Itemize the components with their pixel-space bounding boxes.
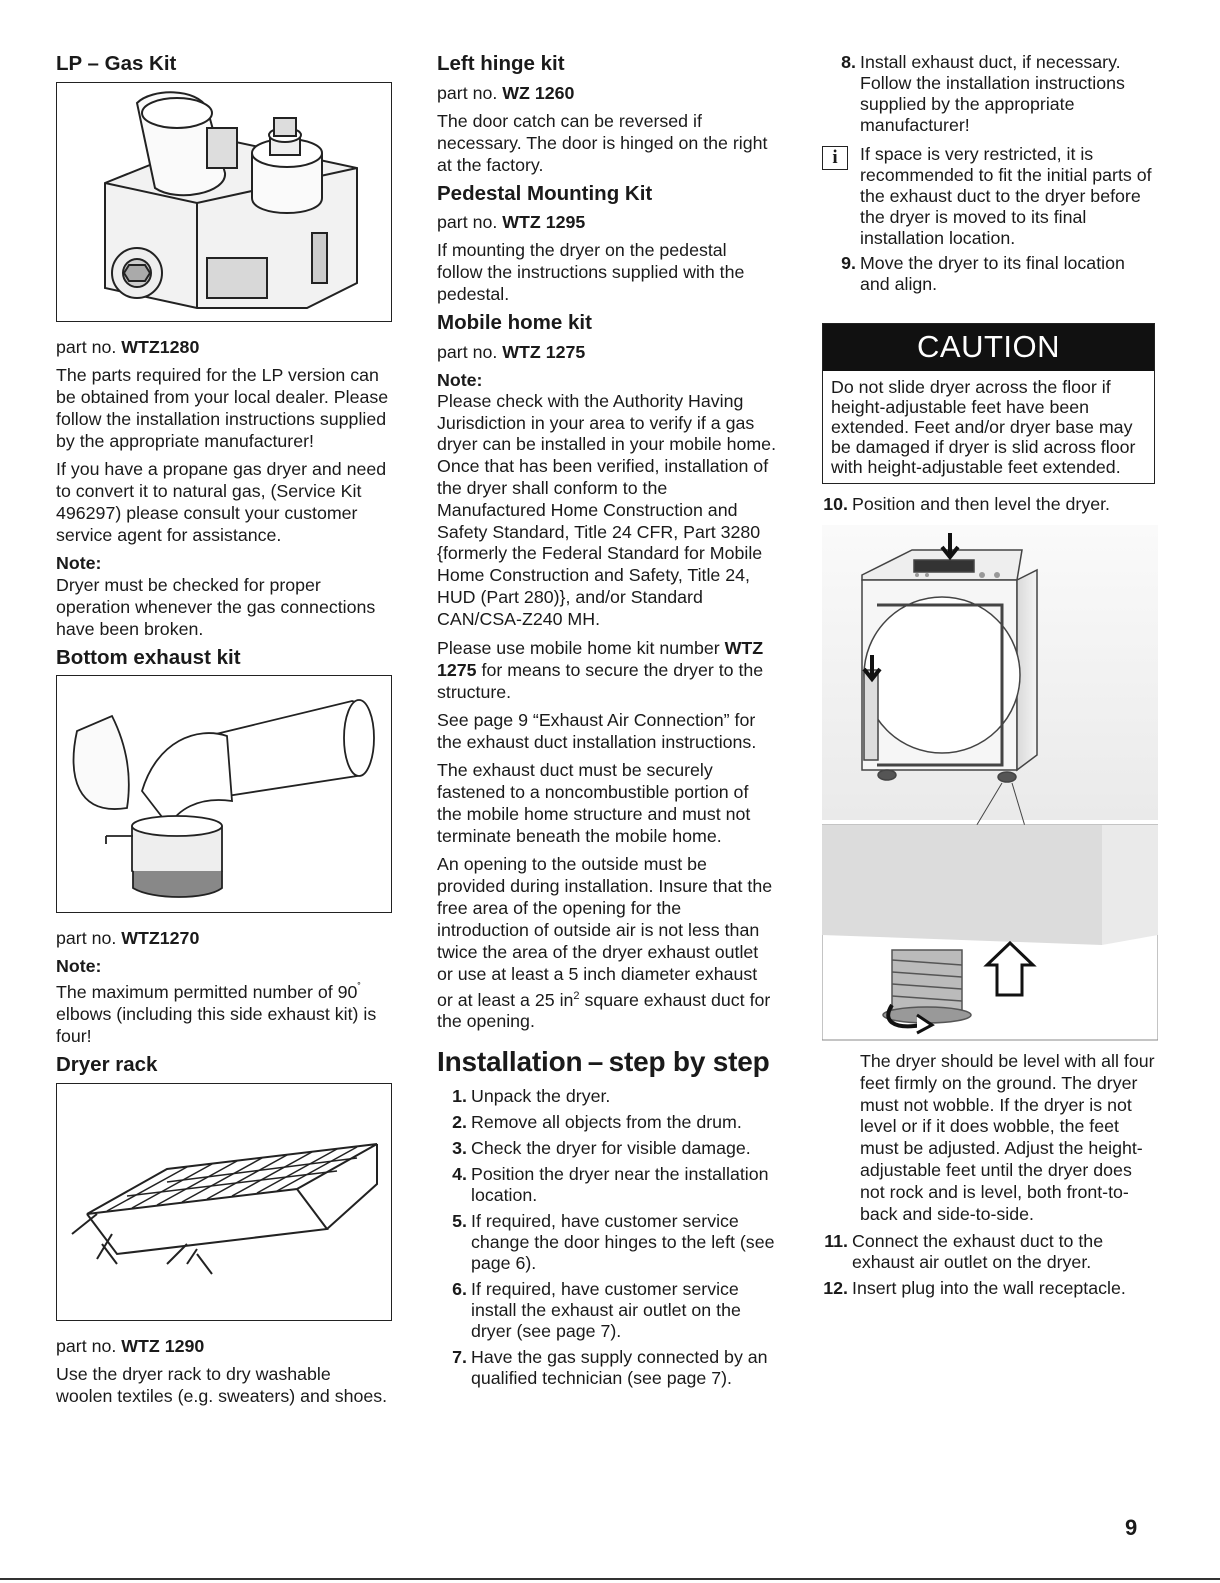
step-item — [433, 1164, 777, 1206]
bottom-exhaust-illustration — [56, 675, 392, 913]
part-prefix: part no. — [56, 336, 117, 357]
column-right — [822, 52, 1155, 1304]
dryer-rack-illustration — [56, 1083, 392, 1321]
step-text: If required, have customer service change the door hinges to the left (see page 6). — [471, 1211, 775, 1274]
bottom-part-number — [56, 927, 392, 949]
step-number: 12. — [823, 1278, 848, 1299]
part-prefix: part no. — [437, 212, 498, 233]
lp-gas-kit-heading: LP – Gas Kit — [56, 52, 177, 75]
bottom-rule — [0, 1578, 1220, 1580]
pedestal-heading: Pedestal Mounting Kit — [437, 181, 653, 205]
step-text: Check the dryer for visible damage. — [471, 1138, 751, 1159]
part-code: WTZ 1295 — [502, 212, 586, 233]
hinge-part-number — [437, 82, 777, 104]
pedestal-part-number — [437, 211, 777, 233]
rack-part-number — [56, 1335, 392, 1357]
part-code: WTZ1280 — [121, 336, 200, 357]
lp-note-text: Dryer must be checked for proper operation whenever the gas connections have been broken. — [56, 574, 376, 639]
part-prefix: part no. — [56, 1335, 117, 1356]
column-left — [56, 52, 392, 1413]
bottom-note-text — [56, 977, 392, 1047]
column-middle — [437, 52, 777, 1394]
level-paragraph: The dryer should be level with all four feet firmly on the ground. The dryer must not wobble. If the dryer is not level or if it does wobble, the feet must be adjusted. Adjust the height-adjustable feet until the dryer does not rock and is level, both front-to-back and side-to-side. — [860, 1051, 1155, 1224]
dryer-leveling-illustration — [822, 525, 1158, 1045]
rack-drawing — [57, 1084, 391, 1320]
step-item — [814, 494, 1155, 515]
step-text: Connect the exhaust duct to the exhaust air outlet on the dryer. — [852, 1231, 1104, 1273]
bottom-note-title: Note: — [56, 956, 102, 977]
step-item — [433, 1347, 777, 1389]
step-text: Position and then level the dryer. — [852, 494, 1110, 514]
lp-paragraph-1: The parts required for the LP version can be obtained from your local dealer. Please follow the installation instructions supplied by the appropriate manufacturer! — [56, 364, 389, 451]
text-part: Please use mobile home kit number — [437, 637, 725, 658]
mobile-paragraph-2 — [437, 637, 777, 703]
step-number: 10. — [823, 494, 848, 514]
step-number: 7. — [452, 1347, 467, 1368]
step-item — [433, 1086, 777, 1107]
lp-part-number — [56, 336, 392, 358]
mobile-home-heading: Mobile home kit — [437, 311, 592, 335]
step-text: Have the gas supply connected by an qualified technician (see page 7). — [471, 1347, 768, 1389]
mobile-paragraph-4: The exhaust duct must be securely fastened to a noncombustible portion of the mobile home structure and must not terminate beneath the mobile home. — [437, 759, 751, 846]
installation-steps — [437, 1086, 777, 1389]
text-part: for means to secure the dryer to the structure. — [437, 659, 764, 702]
superscript: 2 — [573, 989, 580, 1002]
step-item — [822, 253, 1155, 295]
step-number: 11. — [824, 1231, 848, 1252]
step-number: 5. — [452, 1211, 467, 1232]
step-item — [433, 1211, 777, 1274]
part-prefix: part no. — [437, 341, 498, 362]
step-item — [433, 1279, 777, 1342]
note-part-a: The maximum permitted number of 90 — [56, 982, 358, 1003]
note-part-b: elbows (including this side exhaust kit) is four! — [56, 1004, 377, 1047]
mobile-note-text: Please check with the Authority Having Jurisdiction in your area to verify if a gas dryer can be installed in your mobile home. Once that has been verified, installation of the dryer shall conform to the Manufactured Home Construction and Safety Standard, Title 24 CFR, Part 3280 {formerly the Federal Standard for Mobile Home Construction and Safety, Title 24, HUD (Part 280)}, and/or Standard CAN/CSA-Z240 MH. — [437, 390, 777, 629]
info-text: If space is very restricted, it is recommended to fit the initial parts of the exhaust duct to the dryer before the dryer is moved to its final installation location. — [860, 144, 1152, 248]
step-text: Move the dryer to its final location and align. — [860, 253, 1125, 294]
step-text: Insert plug into the wall receptacle. — [852, 1278, 1126, 1299]
step-number: 2. — [452, 1112, 467, 1133]
dryer-rack-heading: Dryer rack — [56, 1053, 158, 1077]
steps-continued — [822, 494, 1155, 515]
step-text: Unpack the dryer. — [471, 1086, 611, 1107]
text-part: square exhaust duct for the opening. — [437, 989, 771, 1032]
bottom-exhaust-heading: Bottom exhaust kit — [56, 645, 241, 669]
degree-sign: ˚ — [357, 982, 362, 995]
step-item — [822, 52, 1155, 136]
step-item — [814, 1231, 1155, 1273]
text-part: An opening to the outside must be provided during installation. Insure that the free area of the opening for the introduction of outside air is not less than twice the area of the dryer exhaust outlet or use at least a 5 inch diameter exhaust or at least a 25 in — [437, 853, 773, 1010]
gas-valve-drawing — [57, 83, 391, 321]
kit-number: WTZ 1275 — [437, 637, 764, 680]
step-text: If required, have customer service install the exhaust air outlet on the dryer (see page 7). — [471, 1279, 741, 1342]
info-icon: i — [822, 146, 848, 170]
dryer-feet-drawing — [822, 525, 1158, 1045]
steps-continued — [822, 52, 1155, 136]
step-number: 3. — [452, 1138, 467, 1159]
mobile-part-number — [437, 341, 777, 363]
step-item — [433, 1138, 777, 1159]
steps-continued — [822, 1231, 1155, 1299]
part-code: WTZ 1290 — [121, 1335, 205, 1356]
info-note — [822, 144, 1155, 249]
mobile-paragraph-3: See page 9 “Exhaust Air Connection” for the exhaust duct installation instructions. — [437, 709, 757, 752]
part-code: WTZ 1275 — [502, 341, 586, 362]
exhaust-elbow-drawing — [57, 676, 391, 912]
step-text: Install exhaust duct, if necessary. Follow the installation instructions supplied by the appropriate manufacturer! — [860, 52, 1125, 135]
step-text: Position the dryer near the installation location. — [471, 1164, 769, 1206]
part-prefix: part no. — [56, 928, 117, 949]
caution-text: Do not slide dryer across the floor if height-adjustable feet have been extended. Feet and/or dryer base may be damaged if dryer is slid across floor with height-adjustable feet extended. — [831, 377, 1136, 477]
step-text: Remove all objects from the drum. — [471, 1112, 742, 1133]
left-hinge-heading: Left hinge kit — [437, 52, 565, 75]
step-number: 1. — [452, 1086, 467, 1107]
installation-heading: Installation – step by step — [437, 1046, 770, 1078]
part-prefix: part no. — [437, 82, 498, 103]
rack-paragraph: Use the dryer rack to dry washable woolen textiles (e.g. sweaters) and shoes. — [56, 1363, 388, 1406]
steps-continued — [822, 253, 1155, 295]
page-number: 9 — [1125, 1515, 1138, 1540]
caution-box — [822, 323, 1155, 484]
step-item — [814, 1278, 1155, 1299]
step-number: 9. — [841, 253, 856, 273]
part-code: WTZ1270 — [121, 928, 200, 949]
step-number: 4. — [452, 1164, 467, 1185]
lp-note-title: Note: — [56, 552, 102, 573]
hinge-paragraph: The door catch can be reversed if necessary. The door is hinged on the right at the factory. — [437, 110, 768, 175]
lp-paragraph-2: If you have a propane gas dryer and need to convert it to natural gas, (Service Kit 496297) please consult your customer service agent for assistance. — [56, 458, 387, 545]
mobile-note-title: Note: — [437, 369, 483, 390]
step-number: 8. — [841, 52, 856, 72]
step-item — [433, 1112, 777, 1133]
lp-gas-valve-illustration — [56, 82, 392, 322]
pedestal-paragraph: If mounting the dryer on the pedestal follow the instructions supplied with the pedestal. — [437, 240, 745, 305]
caution-title: CAUTION — [823, 324, 1154, 371]
mobile-paragraph-5 — [437, 853, 777, 1033]
step-number: 6. — [452, 1279, 467, 1300]
part-code: WZ 1260 — [502, 82, 575, 103]
